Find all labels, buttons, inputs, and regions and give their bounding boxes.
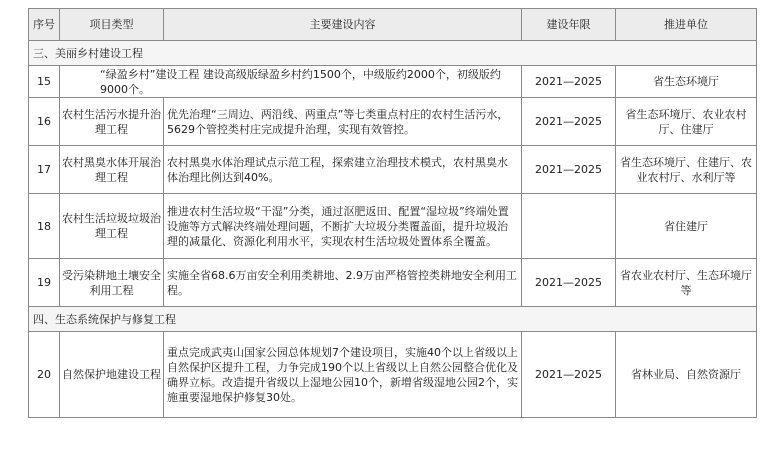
table-row	[29, 98, 757, 146]
header-type: 项目类型	[60, 9, 164, 41]
cell-years	[522, 194, 616, 259]
cell-content: “绿盈乡村”建设工程 建设高级版绿盈乡村约1500个，中级版约2000个，初级版约9000个。	[60, 66, 522, 98]
section-row	[29, 307, 757, 332]
cell-content: 优先治理“三周边、两沿线、两重点”等七类重点村庄的农村生活污水，5629个管控类村庄完成提升治理，实现有效管控。	[164, 98, 522, 146]
section-title: 三、美丽乡村建设工程	[29, 41, 757, 66]
table-row	[29, 259, 757, 307]
cell-years: 2021—2025	[522, 98, 616, 146]
header-content: 主要建设内容	[164, 9, 522, 41]
cell-type: 受污染耕地土壤安全利用工程	[60, 259, 164, 307]
table-row	[29, 332, 757, 418]
table-row	[29, 66, 757, 98]
cell-type: 自然保护地建设工程	[60, 332, 164, 418]
cell-years: 2021—2025	[522, 259, 616, 307]
cell-content: 实施全省68.6万亩安全利用类耕地、2.9万亩严格管控类耕地安全利用工程。	[164, 259, 522, 307]
section-row	[29, 41, 757, 66]
cell-years: 2021—2025	[522, 66, 616, 98]
cell-no: 19	[29, 259, 60, 307]
projects-table	[28, 8, 757, 418]
cell-content: 推进农村生活垃圾“干湿”分类，通过沤肥返田、配置“湿垃圾”终端处置设施等方式解决终端处理问题，不断扩大垃圾分类覆盖面，提升垃圾治理的减量化、资源化利用水平，实现农村生活垃圾处置体系全覆盖。	[164, 194, 522, 259]
cell-content: 农村黑臭水体治理试点示范工程，探索建立治理技术模式，农村黑臭水体治理比例达到40%。	[164, 146, 522, 194]
cell-no: 16	[29, 98, 60, 146]
cell-unit: 省生态环境厅、住建厅、农业农村厅、水利厅等	[616, 146, 757, 194]
cell-years: 2021—2025	[522, 146, 616, 194]
cell-unit: 省生态环境厅、农业农村厅、住建厅	[616, 98, 757, 146]
cell-no: 20	[29, 332, 60, 418]
header-years: 建设年限	[522, 9, 616, 41]
cell-unit: 省生态环境厅	[616, 66, 757, 98]
cell-unit: 省农业农村厅、生态环境厅等	[616, 259, 757, 307]
cell-no: 17	[29, 146, 60, 194]
header-row	[29, 9, 757, 41]
cell-content: 重点完成武夷山国家公园总体规划7个建设项目，实施40个以上省级以上自然保护区提升工程，力争完成190个以上省级以上自然公园整合优化及确界立标。改造提升省级以上湿地公园10个，新增省级湿地公园2个，实施重要湿地保护修复30处。	[164, 332, 522, 418]
header-no: 序号	[29, 9, 60, 41]
table-row	[29, 146, 757, 194]
cell-type: 农村生活垃圾垃圾治理工程	[60, 194, 164, 259]
table-row	[29, 194, 757, 259]
section-title: 四、生态系统保护与修复工程	[29, 307, 757, 332]
cell-unit: 省住建厅	[616, 194, 757, 259]
cell-type: 农村生活污水提升治理工程	[60, 98, 164, 146]
cell-unit: 省林业局、自然资源厅	[616, 332, 757, 418]
header-unit: 推进单位	[616, 9, 757, 41]
cell-type: 农村黑臭水体开展治理工程	[60, 146, 164, 194]
cell-years: 2021—2025	[522, 332, 616, 418]
cell-no: 15	[29, 66, 60, 98]
cell-no: 18	[29, 194, 60, 259]
